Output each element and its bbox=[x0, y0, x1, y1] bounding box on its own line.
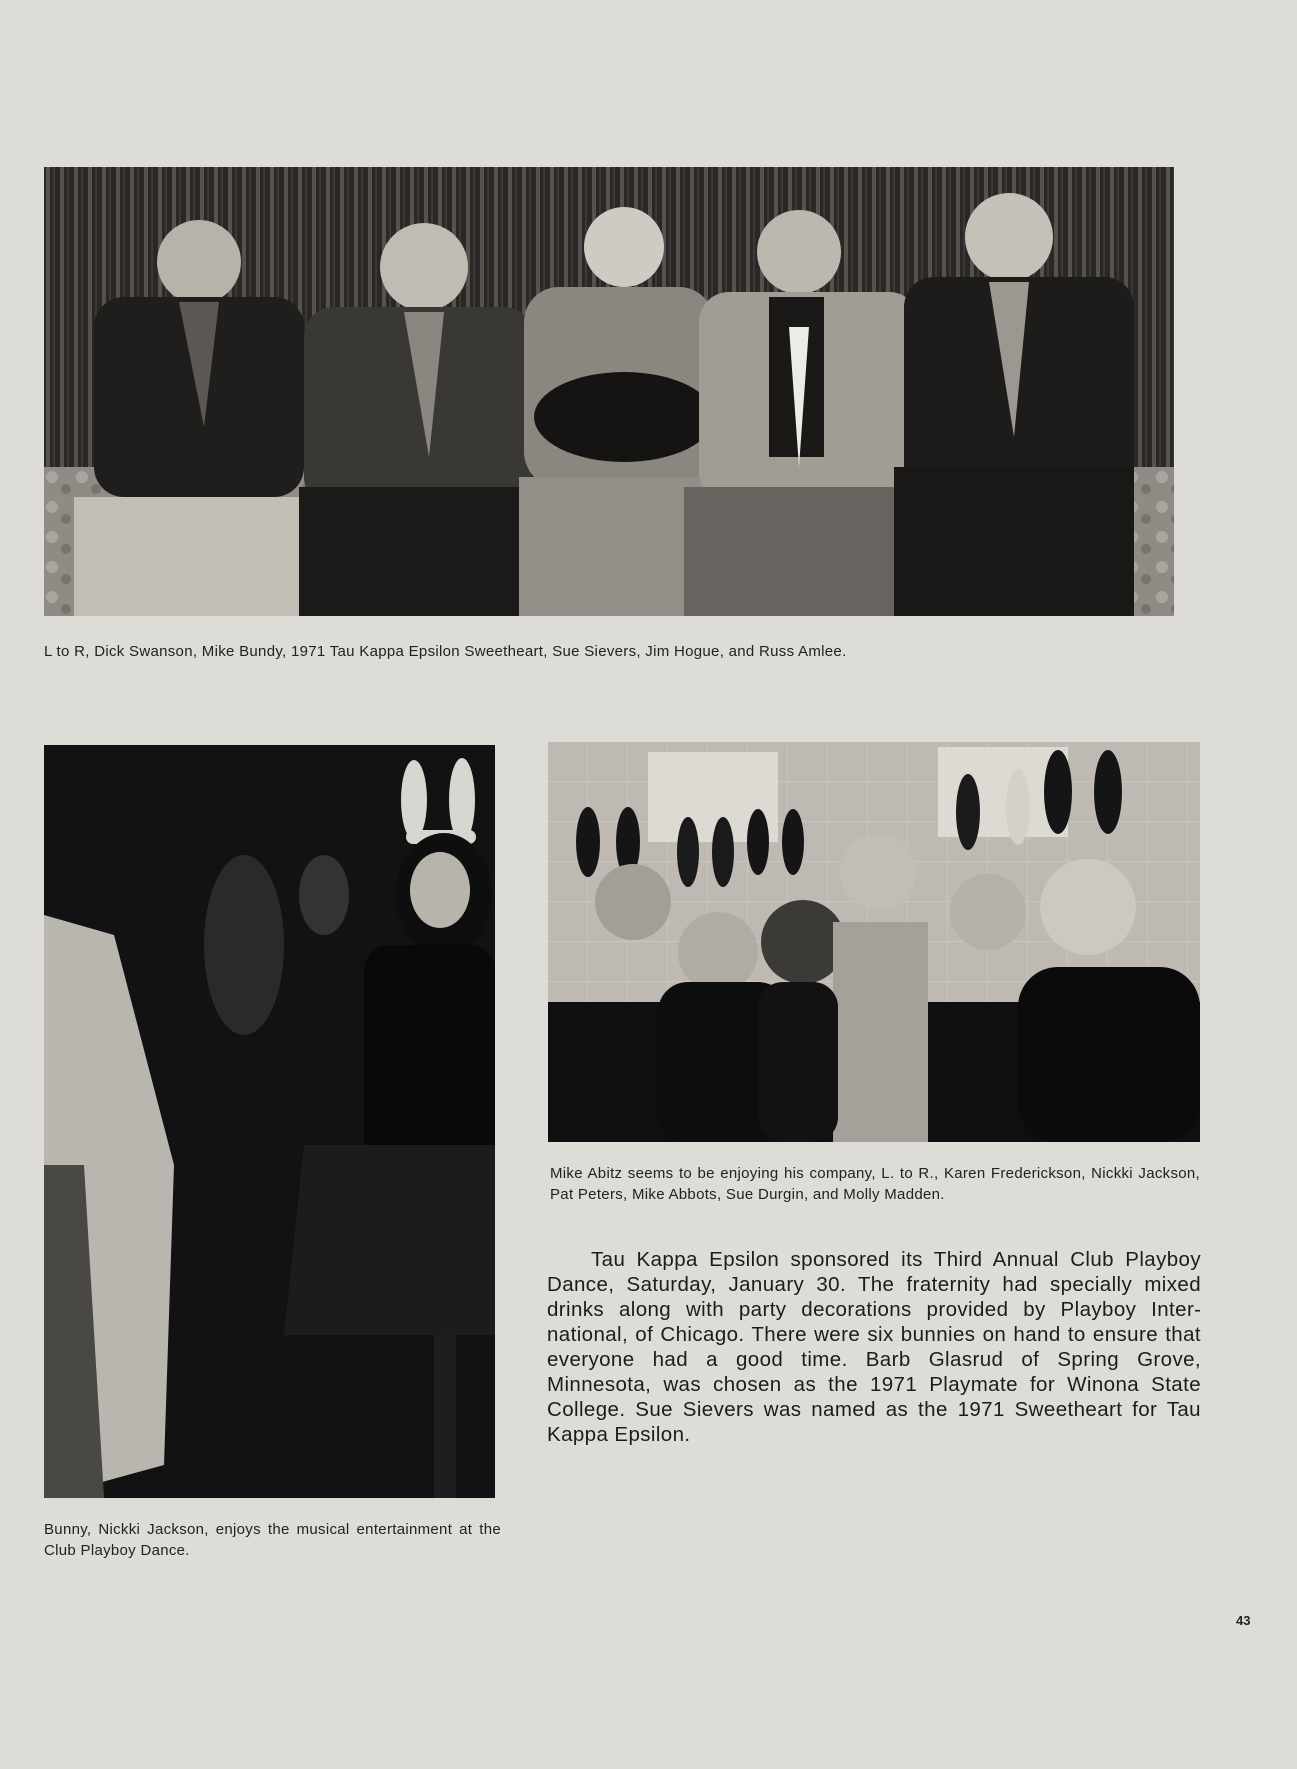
dancer-photo-image bbox=[44, 745, 495, 1498]
dancer-photo bbox=[44, 745, 495, 1498]
group-photo bbox=[44, 167, 1174, 616]
bunnies-photo-image bbox=[548, 742, 1200, 1142]
article-body: Tau Kappa Epsilon sponsored its Third Annual Club Playboy Dance, Saturday, January 30. The fraternity had specially mixed drinks along with party decorations provided by Playboy International, of Chicago. There were six bunnies on hand to ensure that everyone had a good time. Barb Glasrud of Spring Grove, Minnesota, was chosen as the 1971 Playmate for Winona State College. Sue Sievers was named as the 1971 Sweetheart for Tau Kappa Epsilon. bbox=[547, 1248, 1201, 1446]
bunnies-photo-caption: Mike Abitz seems to be enjoying his company, L. to R., Karen Frederickson, Nickki Jackson, Pat Peters, Mike Abbots, Sue Durgin, and Molly Madden. bbox=[550, 1165, 1200, 1203]
group-photo-caption: L to R, Dick Swanson, Mike Bundy, 1971 Tau Kappa Epsilon Sweetheart, Sue Sievers, Jim Hogue, and Russ Amlee. bbox=[44, 643, 847, 660]
group-photo-image bbox=[44, 167, 1174, 616]
page-number: 43 bbox=[1236, 1613, 1251, 1628]
dancer-photo-caption: Bunny, Nickki Jackson, enjoys the musical entertainment at the Club Playboy Dance. bbox=[44, 1521, 501, 1559]
bunnies-photo bbox=[548, 742, 1200, 1142]
